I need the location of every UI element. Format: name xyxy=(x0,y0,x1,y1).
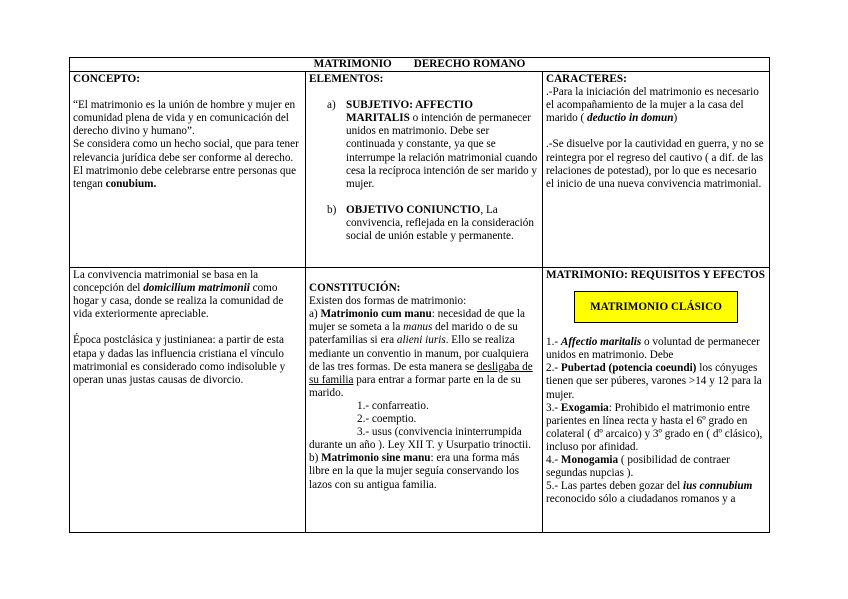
elementos-heading: ELEMENTOS: xyxy=(309,73,384,86)
constitucion-heading: CONSTITUCIÓN: xyxy=(309,282,401,295)
requisito-ius-connubium: 5.- Las partes deben gozar del ius connubium reconocido sólo a ciudadanos romanos y a xyxy=(546,480,753,506)
title-matrimonio: MATRIMONIO xyxy=(313,58,392,70)
requisito-monogamia: 4.- Monogamia ( posibilidad de contraer segundas nupcias ). xyxy=(546,454,730,480)
matrimonio-table xyxy=(69,57,770,533)
elementos-cell xyxy=(306,72,543,268)
concepto-quote: “El matrimonio es la unión de hombre y mujer en comunidad plena de vida y en comunicación del derecho divino y humano”. xyxy=(73,99,296,138)
convivencia-p2: Época postclásica y justinianea: a partir de esta etapa y dadas las influencia cristiana el vínculo matrimonial es considerado como indisoluble y operan unas justas causas de divorcio. xyxy=(73,334,286,386)
requisitos-heading: MATRIMONIO: REQUISITOS Y EFECTOS xyxy=(546,269,765,282)
concepto-heading: CONCEPTO: xyxy=(73,73,140,86)
requisito-exogamia: 3.- Exogamia: Prohibido el matrimonio entre parientes en línea recta y hasta el 6º grado en colateral ( dº arcaico) y 3º grado en ( dº clásico), incluso por afinidad. xyxy=(546,401,763,453)
concepto-p1: Se considera como un hecho social, que para tener relevancia jurídica debe ser conforme al derecho. xyxy=(73,138,299,164)
cum-manu: a) Matrimonio cum manu: necesidad de que la mujer se someta a la manus del marido o de su paterfamilias si era alieni iuris. Ello se realiza mediante un conventio in manum, por cualquiera de las tres formas. De esta manera se desligaba de su familia para entrar a formar parte en la de su marido. xyxy=(309,308,533,399)
convivencia-p1: La convivencia matrimonial se basa en la concepción del domicilium matrimonii como hogar y casa, donde se realiza la comunidad de vida exteriormente apreciable. xyxy=(73,269,284,321)
constitucion-cell xyxy=(306,268,543,533)
caracteres-cell xyxy=(543,72,770,268)
caracteres-p1: .-Para la iniciación del matrimonio es necesario el acompañamiento de la mujer a la casa del marido ( deductio in domun) xyxy=(546,86,759,125)
forma-confarreatio: 1.- confarreatio. xyxy=(357,399,429,412)
elemento-subjetivo: a) SUBJETIVO: AFFECTIO MARITALIS o intención de permanecer unidos en matrimonio. Debe ser continuada y constante, ya que se interrumpe la relación matrimonial cuando cesa la recíproca intención de ser marido y mujer. xyxy=(327,99,538,190)
caracteres-p2: .-Se disuelve por la cautividad en guerra, y no se reintegra por el regreso del cautivo ( a dif. de las relaciones de potestad), por lo que es necesario el inicio de una nueva convivencia matrimonial. xyxy=(546,138,764,190)
table-title xyxy=(70,58,770,72)
requisitos-cell xyxy=(543,268,770,533)
sine-manu: b) Matrimonio sine manu: era una forma más libre en la que la mujer seguía conservando los lazos con su antigua familia. xyxy=(309,452,520,491)
requisito-affectio: 1.- Affectio maritalis o voluntad de permanecer unidos en matrimonio. Debe xyxy=(546,336,760,362)
row-1 xyxy=(70,72,770,268)
matrimonio-clasico-box: MATRIMONIO CLÁSICO xyxy=(574,291,738,323)
constitucion-intro: Existen dos formas de matrimonio: xyxy=(309,295,467,308)
row-2 xyxy=(70,268,770,533)
forma-usus: 3.- usus (convivencia ininterrumpida durante un año ). Ley XII T. y Usurpatio trinoctii. xyxy=(309,426,532,452)
concepto-p2: El matrimonio debe celebrarse entre personas que tengan conubium. xyxy=(73,164,297,190)
convivencia-cell xyxy=(70,268,306,533)
requisito-pubertad: 2.- Pubertad (potencia coeundi) los cónyuges tienen que ser púberes, varones >14 y 12 para la mujer. xyxy=(546,362,762,401)
concepto-cell xyxy=(70,72,306,268)
caracteres-heading: CARACTERES: xyxy=(546,73,627,86)
elemento-objetivo: b) OBJETIVO CONIUNCTIO, La convivencia, reflejada en la consideración social de unión estable y permanente. xyxy=(327,203,534,243)
forma-coemptio: 2.- coemptio. xyxy=(357,413,417,426)
header-row xyxy=(70,58,770,72)
title-derecho-romano: DERECHO ROMANO xyxy=(413,58,526,70)
